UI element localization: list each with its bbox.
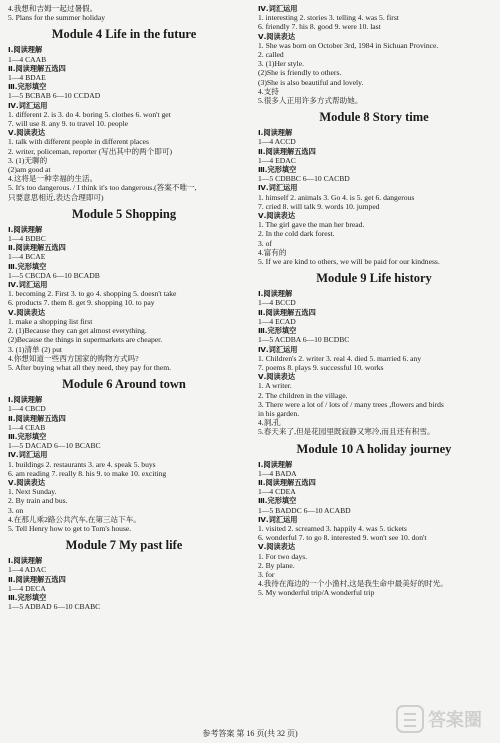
answer-line: 1—4 CBCD [8,404,46,414]
section-heading: Ⅴ.阅读表达 [258,542,296,552]
answer-line: 1—5 CDBBC 6—10 CACBD [258,174,350,184]
answer-line: 1—4 EDAC [258,155,296,165]
section-heading: Ⅲ.完形填空 [258,496,297,506]
answer-line: 3. There were a lot of / lots of / many trees ,flowers and birds [258,399,444,409]
answer-line: 1—4 BADA [258,468,297,478]
answer-line: 1. She was born on October 3rd, 1984 in Sichuan Province. [258,40,439,50]
answer-line: 1. interesting 2. stories 3. telling 4. was 5. first [258,13,399,23]
section-heading: Ⅰ.阅读理解 [8,395,43,405]
answer-line: 1. becoming 2. First 3. to go 4. shopping 5. doesn't take [8,289,177,299]
answer-line: 1. talk with different people in different places [8,137,149,147]
answer-line: 3. (1)Her style. [258,59,304,69]
answer-line: 1. Children's 2. writer 3. real 4. died 5. married 6. any [258,353,422,363]
answer-line: (2)She is friendly to others. [258,68,342,78]
answer-line: 3. on [8,505,24,515]
answer-line: 5.很多人正用许多方式帮助她。 [258,96,363,106]
answer-line: 5. My wonderful trip/A wonderful trip [258,588,375,598]
module-title: Module 8 Story time [319,110,429,125]
section-heading: Ⅰ.阅读理解 [8,556,43,566]
module-title: Module 10 A holiday journey [296,441,452,456]
right-column [258,4,490,598]
answer-line: 1—4 BCAE [8,252,46,262]
left-column [8,4,240,611]
answer-line: 1—5 BADDC 6—10 ACABD [258,505,351,515]
answer-line: 2. By plane. [258,560,295,570]
answer-line: 2. By train and bus. [8,496,68,506]
section-heading: Ⅰ.阅读理解 [8,224,43,234]
answer-line: 1—5 ACDBA 6—10 BCDBC [258,335,350,345]
module-title: Module 5 Shopping [71,206,177,221]
answer-line: 3. of [258,238,272,248]
section-heading: Ⅱ.阅读理解五选四 [8,243,66,253]
answer-line: 6. friendly 7. his 8. good 9. were 10. last [258,22,381,32]
answer-line: 1—4 BDAE [8,73,46,83]
answer-line: 1—5 DACAD 6—10 BCABC [8,441,101,451]
section-heading: Ⅱ.阅读理解五选四 [8,63,66,73]
answer-line: 3. for [258,569,275,579]
section-heading: Ⅴ.阅读表达 [258,31,296,41]
section-heading: Ⅱ.阅读理解五选四 [8,574,66,584]
answer-line: 4.在那儿乘2路公共汽车,在第三站下车。 [8,514,141,524]
answer-line: 2. (1)Because they can get almost everything. [8,326,147,336]
section-heading: Ⅱ.阅读理解五选四 [258,477,316,487]
answer-line: 2. writer, policeman, reporter (写出其中的两个即可) [8,146,172,156]
section-heading: Ⅳ.词汇运用 [8,280,48,290]
section-heading: Ⅴ.阅读表达 [8,307,46,317]
answer-line: 5.春天来了,但是花园里既寂静又寒冷,而且还有积雪。 [258,427,435,437]
module-title: Module 4 Life in the future [51,27,197,42]
answer-line: 4.我待在海边的一个小渔村,这是我生命中最美好的时光。 [258,579,448,589]
section-heading: Ⅲ.完形填空 [258,326,297,336]
answer-line: 4.洞,孔 [258,418,281,428]
answer-line: 只要意思相近,表达合理即可) [8,192,104,202]
answer-line: 6. products 7. them 8. get 9. shopping 10. to pay [8,298,155,308]
answer-line: 4.支持 [258,86,279,96]
answer-line: 1. For two days. [258,551,308,561]
section-heading: Ⅰ.阅读理解 [258,289,293,299]
answer-line: 1—5 ADBAD 6—10 CBABC [8,602,101,612]
answer-line: 3. (1)清单 (2) put [8,344,62,354]
answer-line: 1—4 ADAC [8,565,47,575]
answer-line: 1—4 CAAB [8,54,47,64]
answer-line: 1. visited 2. screamed 3. happily 4. was 5. tickets [258,523,407,533]
section-heading: Ⅰ.阅读理解 [258,128,293,138]
answer-line: 2. called [258,50,284,60]
answer-line: (2)am good at [8,165,51,175]
answer-line: 3. (1)无聊的 [8,155,48,165]
answer-line: 1—4 CEAB [8,422,46,432]
section-heading: Ⅱ.阅读理解五选四 [258,307,316,317]
section-heading: Ⅳ.词汇运用 [258,514,298,524]
answer-line: 1. different 2. is 3. do 4. boring 5. clothes 6. won't get [8,109,171,119]
answer-line: 4.你想知道一些西方国家的购物方式吗? [8,353,139,363]
section-heading: Ⅳ.词汇运用 [258,183,298,193]
answer-line: 2. In the cold dark forest. [258,229,335,239]
section-heading: Ⅴ.阅读表达 [258,211,296,221]
answer-line: 5. It's too dangerous. / I think it's too dangerous.(答案不唯一, [8,183,197,193]
module-title: Module 6 Around town [62,377,186,392]
module-title: Module 9 Life history [316,271,432,286]
section-heading: Ⅱ.阅读理解五选四 [8,413,66,423]
watermark-text: 答案圈 [428,710,482,731]
section-heading: Ⅲ.完形填空 [8,82,47,92]
answer-line: 1. A writer. [258,381,292,391]
section-heading: Ⅰ.阅读理解 [258,459,293,469]
section-heading: Ⅴ.阅读表达 [8,477,46,487]
answer-line: 7. will use 8. any 9. to travel 10. people [8,119,128,129]
section-heading: Ⅳ.词汇运用 [8,100,48,110]
answer-line: 6. wonderful 7. to go 8. interested 9. won't see 10. don't [258,533,427,543]
section-heading: Ⅲ.完形填空 [8,431,47,441]
answer-line: in his garden. [258,408,300,418]
section-heading: Ⅲ.完形填空 [8,261,47,271]
section-heading: Ⅲ.完形填空 [258,165,297,175]
answer-line: 7. cried 8. will talk 9. words 10. jumped [258,201,380,211]
answer-line: 4.富有的 [258,247,287,257]
module-title: Module 7 My past life [65,538,183,553]
answer-line: 1—4 CDEA [258,487,296,497]
answer-line: (2)Because the things in supermarkets are cheaper. [8,335,163,345]
page-footer: 参考答案 第 16 页(共 32 页) [202,729,298,738]
answer-line: 2. The children in the village. [258,390,348,400]
section-heading: Ⅰ.阅读理解 [8,45,43,55]
answer-line: 1. The girl gave the man her bread. [258,220,365,230]
answer-line: 1—4 ECAD [258,316,296,326]
answer-line: 4.我想和吉姆一起过暑假。 [8,4,98,13]
answer-line: 5. If we are kind to others, we will be paid for our kindness. [258,257,440,267]
section-heading: Ⅲ.完形填空 [8,592,47,602]
section-heading: Ⅳ.词汇运用 [8,450,48,460]
section-heading: Ⅱ.阅读理解五选四 [258,146,316,156]
answer-line: 1—4 BDBC [8,234,46,244]
answer-line: 7. poems 8. plays 9. successful 10. works [258,362,384,372]
answer-line: 5. Tell Henry how to get to Tom's house. [8,523,132,533]
answer-line: (3)She is also beautiful and lovely. [258,77,364,87]
answer-line: 1—5 CBCDA 6—10 BCADB [8,270,100,280]
answer-line: 6. am reading 7. really 8. his 9. to make 10. exciting [8,468,167,478]
answer-line: 1—4 BCCD [258,298,296,308]
answer-line: 1. buildings 2. restaurants 3. are 4. speak 5. buys [8,459,156,469]
section-heading: Ⅴ.阅读表达 [258,372,296,382]
section-heading: Ⅴ.阅读表达 [8,128,46,138]
answer-line: 1. make a shopping list first [8,316,93,326]
section-heading: Ⅳ.词汇运用 [258,4,298,13]
answer-line: 1—5 BCBAB 6—10 CCDAD [8,91,101,101]
answer-line: 1. Next Sunday. [8,487,57,497]
answer-line: 5. After buying what all they need, they pay for them. [8,362,172,372]
answer-line: 1—4 DECA [8,583,46,593]
section-heading: Ⅳ.词汇运用 [258,344,298,354]
answer-line: 5. Plans for the summer holiday [8,13,106,23]
answer-line: 1. himself 2. animals 3. Go 4. is 5. get 6. dangerous [258,192,415,202]
answer-line: 4.这将是一种幸福的生活。 [8,174,98,184]
answer-line: 1—4 ACCD [258,137,296,147]
